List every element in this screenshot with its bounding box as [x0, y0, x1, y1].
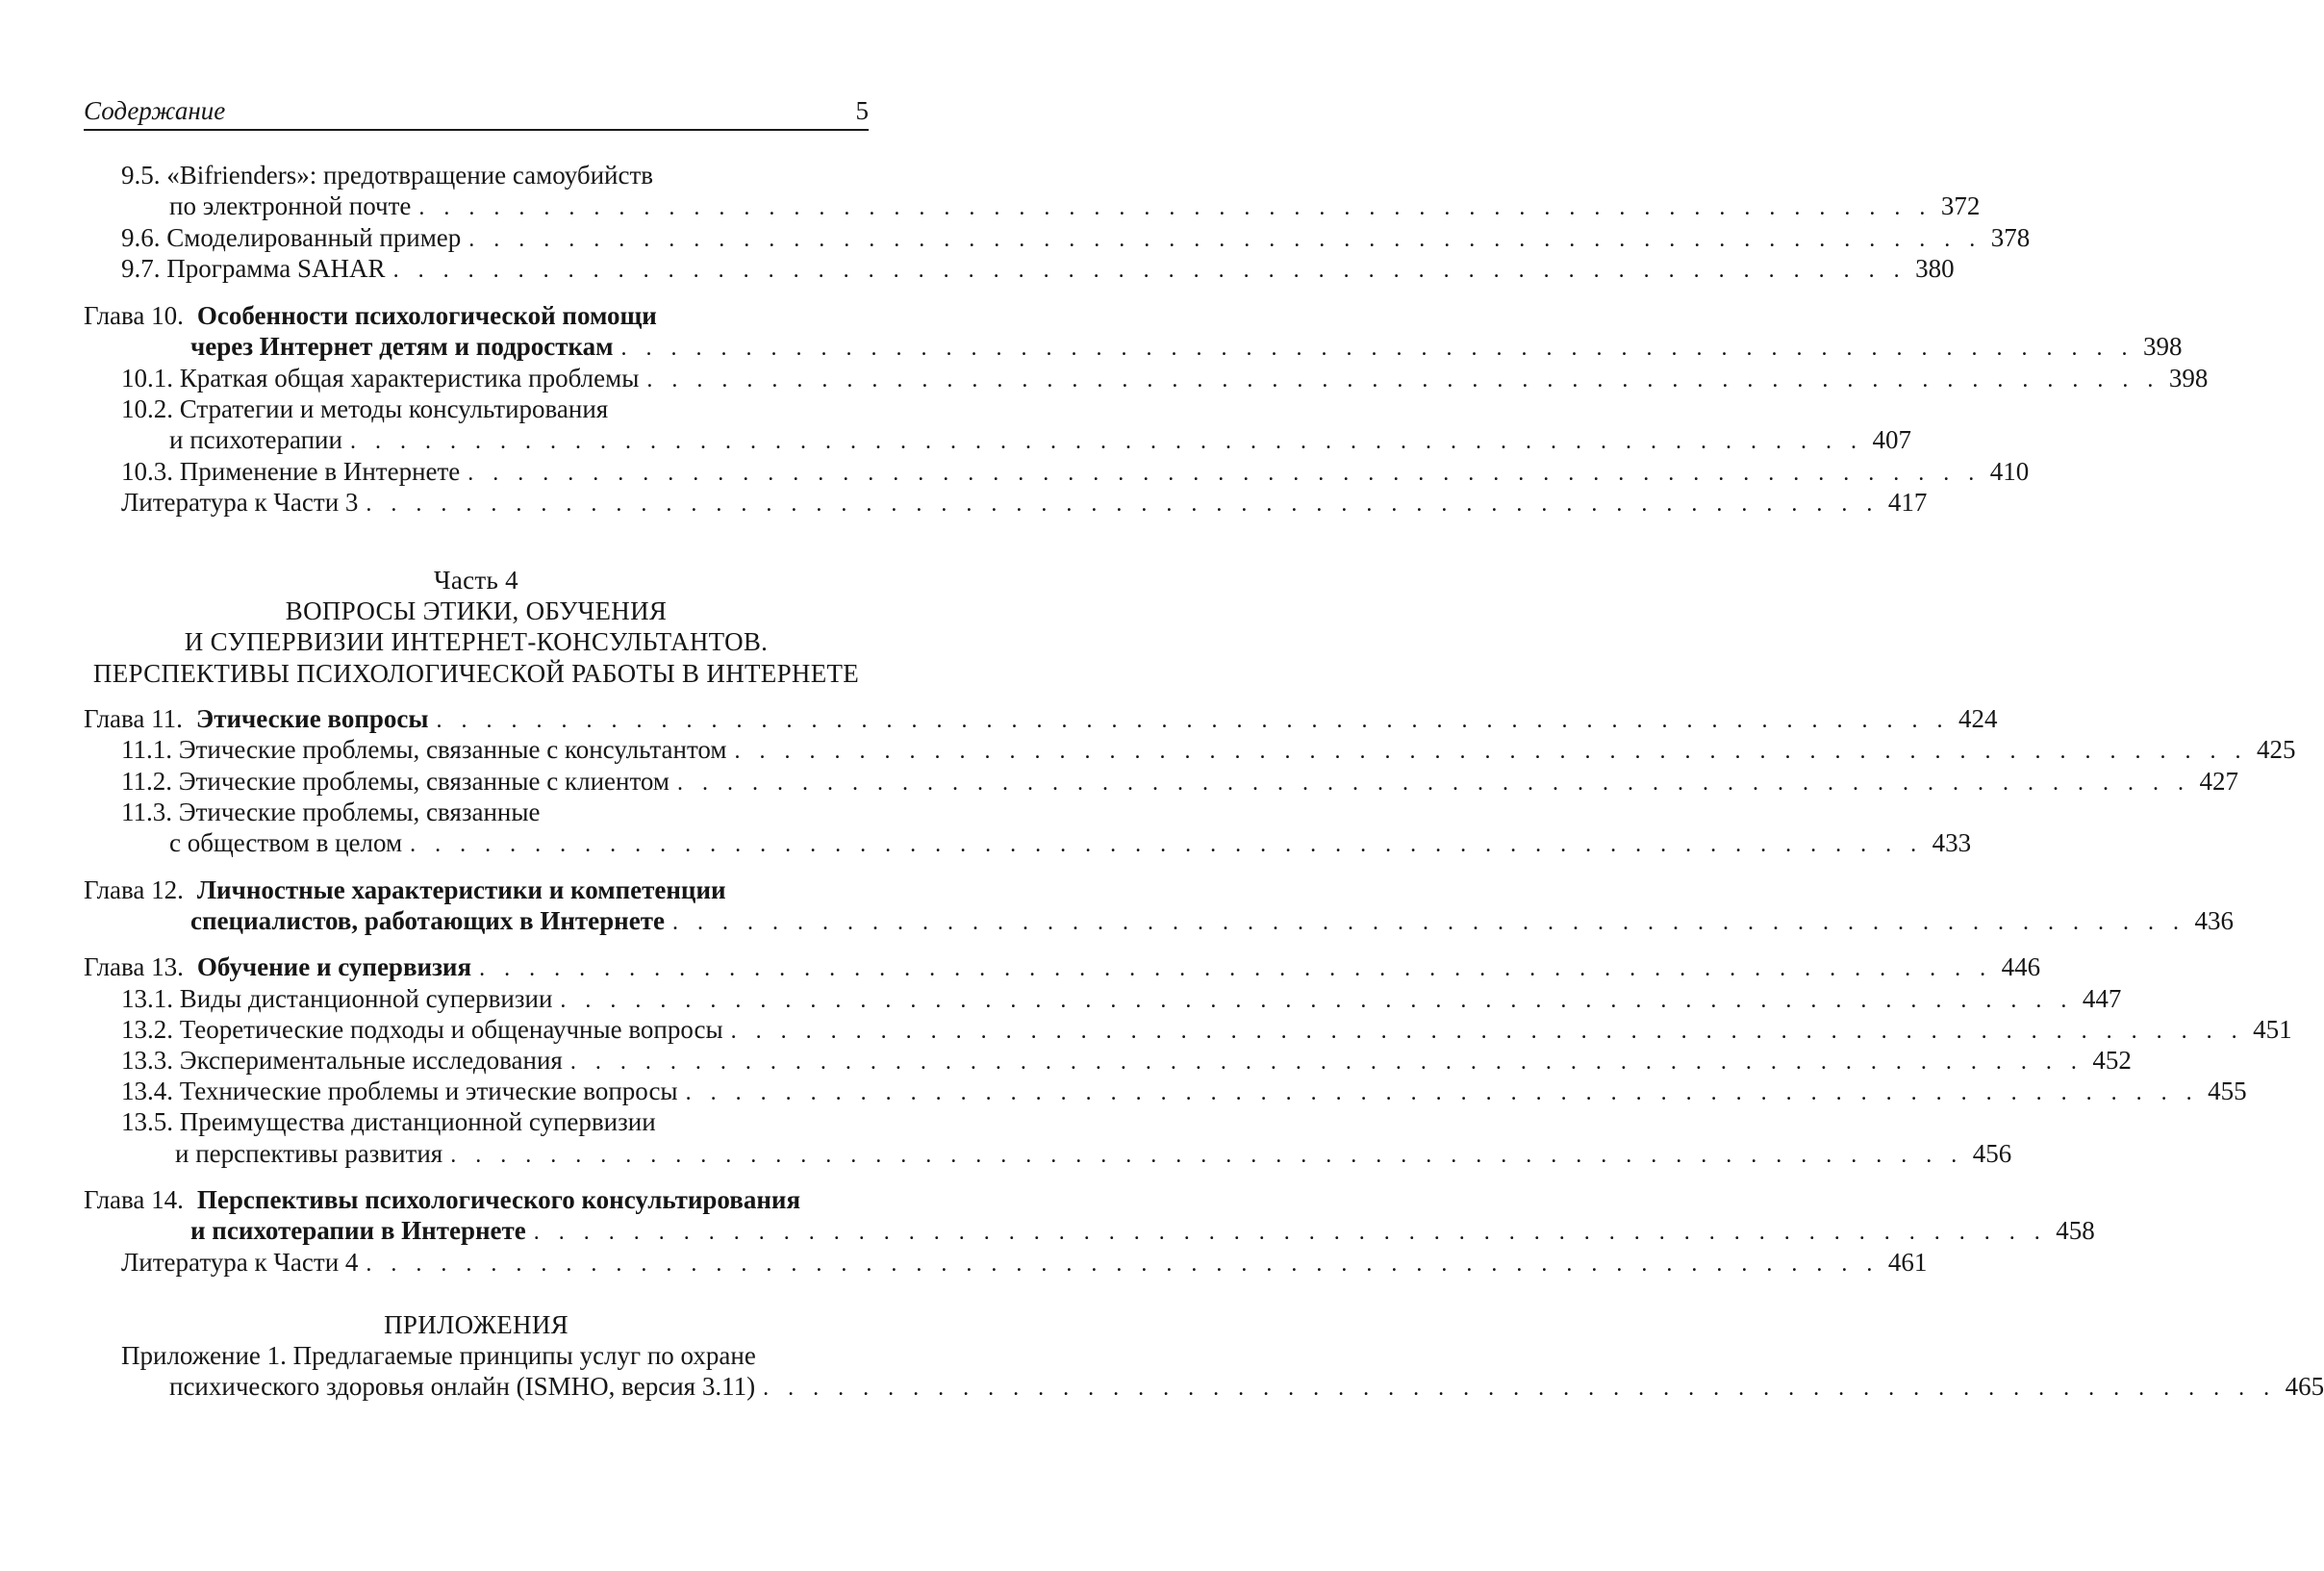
part-title-line2: И СУПЕРВИЗИИ ИНТЕРНЕТ-КОНСУЛЬТАНТОВ. — [184, 627, 769, 656]
dot-leader: . . . . . . . . . . . . . . . . . . . . . . . . . . . . . . . . . . . . . . . . . . . . . . . . . . . . . . . . . . . . . — [533, 1220, 2047, 1245]
toc-entry-13-3 — [121, 1045, 2132, 1077]
toc-literature-part4 — [121, 1247, 1928, 1279]
chapter-label: Глава 14. — [84, 1185, 184, 1214]
toc-entry-title: 13.1. Виды дистанционной супервизии — [121, 984, 553, 1013]
part-label: Часть 4 — [434, 566, 518, 595]
toc-literature-part3 — [121, 487, 1928, 519]
toc-entry-13-2 — [121, 1014, 2292, 1046]
toc-page-number: 461 — [1887, 1248, 1928, 1277]
toc-page-number: 451 — [2253, 1015, 2292, 1044]
toc-page-number: 372 — [1940, 191, 1981, 220]
chapter-title: Особенности психологической помощи — [196, 301, 657, 330]
dot-leader: . . . . . . . . . . . . . . . . . . . . . . . . . . . . . . . . . . . . . . . . . . . . . . . . . . . . . . . . . . . . . — [676, 771, 2190, 796]
toc-page-number: 456 — [1972, 1139, 2012, 1168]
toc-entry-title: 13.2. Теоретические подходы и общенаучные вопросы — [121, 1015, 723, 1044]
dot-leader: . . . . . . . . . . . . . . . . . . . . . . . . . . . . . . . . . . . . . . . . . . . . . . . . . . . . . . . . . . . . . — [671, 910, 2185, 935]
toc-page-number: 427 — [2199, 767, 2238, 796]
dot-leader: . . . . . . . . . . . . . . . . . . . . . . . . . . . . . . . . . . . . . . . . . . . . . . . . . . . . . . . . . . . . . — [349, 429, 1863, 454]
chapter-title: Личностные характеристики и компетенции — [196, 875, 726, 904]
toc-entry-title: 13.3. Экспериментальные исследования — [121, 1046, 563, 1075]
toc-entry-title: 13.5. Преимущества дистанционной супервизии — [121, 1107, 656, 1136]
toc-entry-title: и перспективы развития — [175, 1139, 443, 1168]
part-title-line1: ВОПРОСЫ ЭТИКИ, ОБУЧЕНИЯ — [285, 596, 668, 625]
dot-leader: . . . . . . . . . . . . . . . . . . . . . . . . . . . . . . . . . . . . . . . . . . . . . . . . . . . . . . . . . . . . . — [436, 708, 1950, 733]
toc-page-number: 433 — [1932, 828, 1972, 857]
toc-appendix-1 — [169, 1371, 2324, 1403]
toc-entry-13-1 — [121, 983, 2122, 1015]
toc-chapter-12-line1 — [84, 874, 869, 906]
toc-entry-10-3 — [121, 456, 2030, 488]
toc-entry-9-5-line1 — [121, 160, 869, 191]
toc-page-number: 424 — [1958, 704, 1998, 733]
toc-page-number: 380 — [1915, 254, 1955, 283]
toc-entry-title: Литература к Части 3 — [121, 488, 359, 517]
part-title-line3: ПЕРСПЕКТИВЫ ПСИХОЛОГИЧЕСКОЙ РАБОТЫ В ИНТЕРНЕТЕ — [92, 659, 860, 688]
toc-page-number: 410 — [1989, 457, 2030, 486]
chapter-title: специалистов, работающих в Интернете — [190, 906, 665, 935]
toc-page-number: 436 — [2194, 906, 2234, 935]
toc-entry-title: психического здоровья онлайн (ISMHO, версия 3.11) — [169, 1372, 756, 1401]
dot-leader: . . . . . . . . . . . . . . . . . . . . . . . . . . . . . . . . . . . . . . . . . . . . . . . . . . . . . . . . . . . . . — [418, 195, 1932, 220]
dot-leader: . . . . . . . . . . . . . . . . . . . . . . . . . . . . . . . . . . . . . . . . . . . . . . . . . . . . . . . . . . . . . — [467, 461, 1982, 486]
toc-page-number: 452 — [2092, 1046, 2132, 1075]
toc-entry-10-1 — [121, 363, 2209, 394]
toc-entry-title: 13.4. Технические проблемы и этические вопросы — [121, 1077, 678, 1105]
dot-leader: . . . . . . . . . . . . . . . . . . . . . . . . . . . . . . . . . . . . . . . . . . . . . . . . . . . . . . . . . . . . . — [366, 1252, 1880, 1277]
toc-entry-13-5-line1 — [121, 1106, 869, 1138]
toc-chapter-13 — [84, 951, 2041, 983]
toc-entry-title: 9.6. Смоделированный пример — [121, 223, 462, 252]
dot-leader: . . . . . . . . . . . . . . . . . . . . . . . . . . . . . . . . . . . . . . . . . . . . . . . . . . . . . . . . . . . . . — [763, 1376, 2277, 1401]
toc-entry-title: Приложение 1. Предлагаемые принципы услуг по охране — [121, 1341, 756, 1370]
dot-leader: . . . . . . . . . . . . . . . . . . . . . . . . . . . . . . . . . . . . . . . . . . . . . . . . . . . . . . . . . . . . . — [366, 492, 1880, 517]
toc-chapter-10 — [190, 331, 2183, 363]
chapter-label: Глава 13. — [84, 952, 184, 981]
toc-chapter-11 — [84, 703, 1998, 735]
toc-entry-title: 10.2. Стратегии и методы консультирования — [121, 394, 609, 423]
toc-entry-11-3-line1 — [121, 797, 869, 828]
toc-page-number: 446 — [2001, 952, 2041, 981]
toc-entry-9-7 — [121, 253, 1955, 285]
toc-page-number: 407 — [1872, 425, 1911, 454]
appendices-heading: ПРИЛОЖЕНИЯ — [384, 1310, 568, 1339]
toc-appendix-1-line1 — [121, 1340, 869, 1372]
toc-entry-title: 10.3. Применение в Интернете — [121, 457, 461, 486]
toc-entry-10-2-line1 — [121, 393, 869, 425]
toc-entry-title: с обществом в целом — [169, 828, 403, 857]
running-head-title: Содержание — [84, 96, 226, 125]
toc-entry-title: 11.3. Этические проблемы, связанные — [121, 798, 541, 826]
dot-leader: . . . . . . . . . . . . . . . . . . . . . . . . . . . . . . . . . . . . . . . . . . . . . . . . . . . . . . . . . . . . . — [646, 367, 2160, 393]
toc-entry-title: 11.2. Этические проблемы, связанные с клиентом — [121, 767, 669, 796]
chapter-title: Этические вопросы — [195, 704, 429, 733]
toc-chapter-10-line1 — [84, 300, 869, 332]
dot-leader: . . . . . . . . . . . . . . . . . . . . . . . . . . . . . . . . . . . . . . . . . . . . . . . . . . . . . . . . . . . . . — [468, 227, 1983, 252]
toc-entry-9-6 — [121, 222, 2031, 254]
toc-entry-title: 9.7. Программа SAHAR — [121, 254, 386, 283]
chapter-label: Глава 12. — [84, 875, 184, 904]
dot-leader: . . . . . . . . . . . . . . . . . . . . . . . . . . . . . . . . . . . . . . . . . . . . . . . . . . . . . . . . . . . . . — [620, 336, 2135, 361]
toc-page-number: 398 — [2168, 364, 2209, 393]
dot-leader: . . . . . . . . . . . . . . . . . . . . . . . . . . . . . . . . . . . . . . . . . . . . . . . . . . . . . . . . . . . . . — [685, 1080, 2199, 1105]
dot-leader: . . . . . . . . . . . . . . . . . . . . . . . . . . . . . . . . . . . . . . . . . . . . . . . . . . . . . . . . . . . . . — [734, 739, 2248, 764]
dot-leader: . . . . . . . . . . . . . . . . . . . . . . . . . . . . . . . . . . . . . . . . . . . . . . . . . . . . . . . . . . . . . — [730, 1019, 2244, 1044]
page-number: 5 — [855, 96, 869, 125]
dot-leader: . . . . . . . . . . . . . . . . . . . . . . . . . . . . . . . . . . . . . . . . . . . . . . . . . . . . . . . . . . . . . — [569, 1050, 2084, 1075]
toc-entry-11-3 — [169, 827, 1972, 859]
toc-page-number: 425 — [2256, 735, 2296, 764]
toc-page-number: 378 — [1990, 223, 2031, 252]
toc-entry-13-4 — [121, 1076, 2247, 1107]
toc-entry-title: 11.1. Этические проблемы, связанные с консультантом — [121, 735, 727, 764]
toc-entry-title: 10.1. Краткая общая характеристика проблемы — [121, 364, 640, 393]
toc-chapter-14 — [190, 1215, 2095, 1247]
toc-entry-11-1 — [121, 734, 2296, 766]
chapter-label: Глава 11. — [84, 704, 183, 733]
toc-page-number: 465 — [2285, 1372, 2324, 1401]
dot-leader: . . . . . . . . . . . . . . . . . . . . . . . . . . . . . . . . . . . . . . . . . . . . . . . . . . . . . . . . . . . . . — [450, 1143, 1964, 1168]
toc-page-number: 398 — [2143, 332, 2183, 361]
toc-entry-title: Литература к Части 4 — [121, 1248, 359, 1277]
toc-entry-title: 9.5. «Bifrienders»: предотвращение самоубийств — [121, 161, 654, 190]
chapter-title: через Интернет детям и подросткам — [190, 332, 614, 361]
dot-leader: . . . . . . . . . . . . . . . . . . . . . . . . . . . . . . . . . . . . . . . . . . . . . . . . . . . . . . . . . . . . . — [392, 258, 1907, 283]
chapter-title: Обучение и супервизия — [196, 952, 472, 981]
toc-page-number: 455 — [2208, 1077, 2247, 1105]
toc-entry-11-2 — [121, 766, 2238, 798]
toc-entry-9-5 — [169, 190, 1981, 222]
running-head — [84, 96, 869, 131]
chapter-label: Глава 10. — [84, 301, 184, 330]
chapter-title: и психотерапии в Интернете — [190, 1216, 526, 1245]
dot-leader: . . . . . . . . . . . . . . . . . . . . . . . . . . . . . . . . . . . . . . . . . . . . . . . . . . . . . . . . . . . . . — [410, 832, 1924, 857]
toc-chapter-12 — [190, 905, 2234, 937]
toc-page-number: 447 — [2082, 984, 2122, 1013]
toc-entry-title: по электронной почте — [169, 191, 412, 220]
dot-leader: . . . . . . . . . . . . . . . . . . . . . . . . . . . . . . . . . . . . . . . . . . . . . . . . . . . . . . . . . . . . . — [560, 988, 2074, 1013]
toc-entry-13-5 — [175, 1138, 2012, 1170]
toc-page-number: 417 — [1887, 488, 1928, 517]
toc-page-number: 458 — [2056, 1216, 2095, 1245]
toc-entry-title: и психотерапии — [169, 425, 342, 454]
dot-leader: . . . . . . . . . . . . . . . . . . . . . . . . . . . . . . . . . . . . . . . . . . . . . . . . . . . . . . . . . . . . . — [479, 956, 1993, 981]
chapter-title: Перспективы психологического консультирования — [196, 1185, 801, 1214]
toc-chapter-14-line1 — [84, 1184, 869, 1216]
toc-entry-10-2 — [169, 424, 1911, 456]
